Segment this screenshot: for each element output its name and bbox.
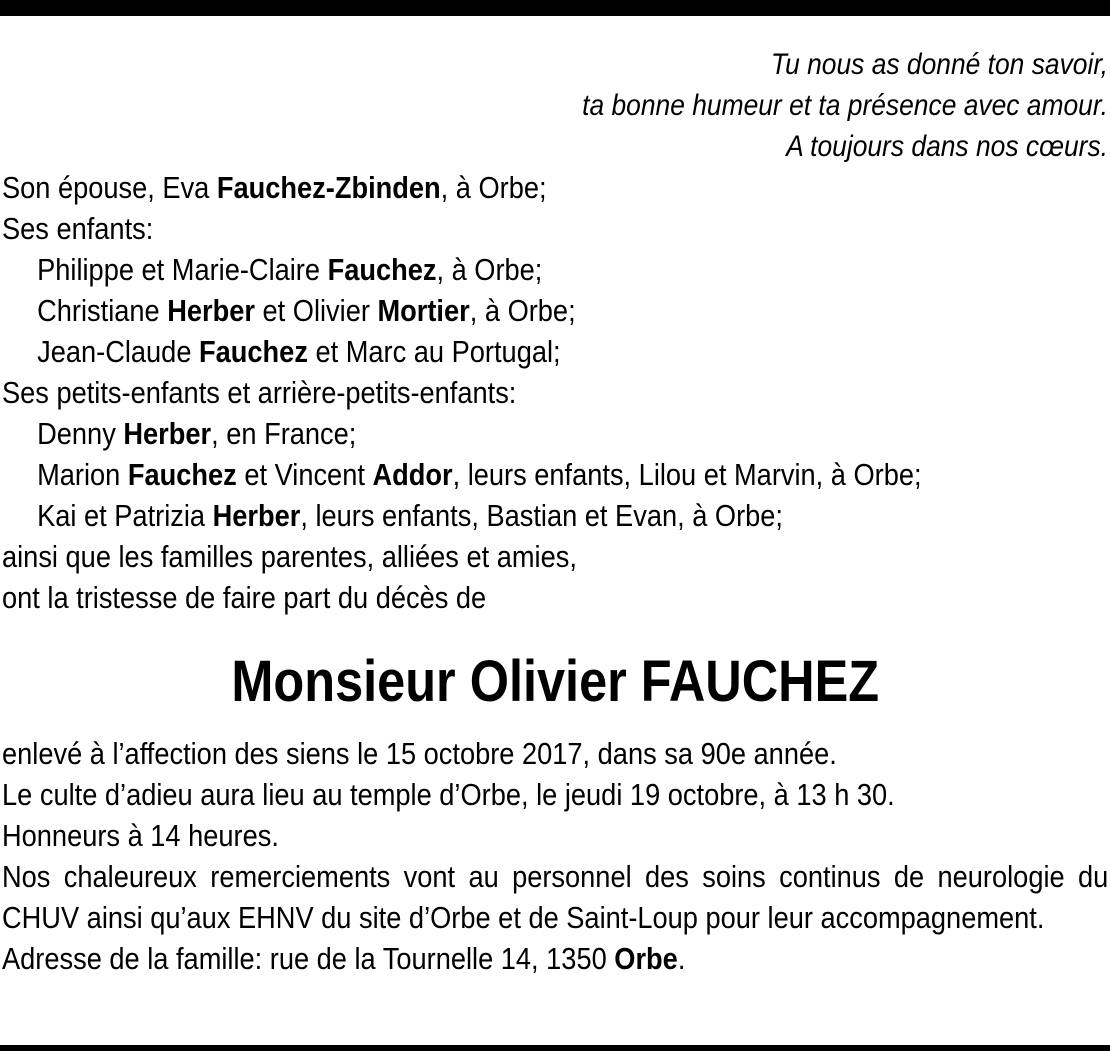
thanks-paragraph: Nos chaleureux remerciements vont au personnel des soins continus de neurologie du CHUV ainsi qu’aux EHNV du site d’Orbe et de Saint-Loup pour leur accompagnement.: [2, 859, 1109, 935]
grandchild-line: [2, 454, 1108, 495]
grandchild-pre: Kai et Patrizia: [37, 498, 213, 533]
top-rule: [0, 0, 1110, 16]
child-pre: Jean-Claude: [37, 334, 200, 369]
child-name: Mortier: [377, 293, 470, 328]
family-list: [2, 167, 1108, 618]
epigraph: [316, 44, 1108, 167]
grandchild-pre: Denny: [37, 416, 124, 451]
child-line: [2, 331, 1108, 372]
epigraph-line: ta bonne humeur et ta présence avec amour.: [582, 89, 1108, 122]
spouse-post: , à Orbe;: [440, 170, 547, 205]
grandchild-post: , leurs enfants, Lilou et Marvin, à Orbe;: [452, 457, 922, 492]
grandchild-name: Herber: [123, 416, 212, 451]
child-line: [2, 249, 1108, 290]
address-city: Orbe: [614, 941, 678, 976]
service-details: [2, 733, 1108, 979]
child-post: , à Orbe;: [469, 293, 576, 328]
address-pre: Adresse de la famille: rue de la Tournelle 14, 1350: [2, 941, 615, 976]
grandchild-name: Addor: [372, 457, 453, 492]
grandchild-name: Herber: [212, 498, 301, 533]
grandchild-post: , en France;: [211, 416, 357, 451]
grandchild-pre: Marion: [37, 457, 128, 492]
grandchild-line: [2, 413, 1108, 454]
child-mid: et Olivier: [254, 293, 378, 328]
child-post: et Marc au Portugal;: [307, 334, 561, 369]
grandchild-line: [2, 495, 1108, 536]
child-post: , à Orbe;: [436, 252, 543, 287]
honours-line: Honneurs à 14 heures.: [2, 818, 279, 853]
child-line: [2, 290, 1108, 331]
grandchild-post: , leurs enfants, Bastian et Evan, à Orbe;: [300, 498, 783, 533]
grandchild-mid: et Vincent: [236, 457, 373, 492]
spouse-line: [2, 167, 1108, 208]
grandchildren-heading: Ses petits-enfants et arrière-petits-enfants:: [2, 375, 517, 410]
spouse-pre: Son épouse, Eva: [2, 170, 217, 205]
deceased-name-text: Monsieur Olivier FAUCHEZ: [231, 649, 879, 714]
epigraph-line: Tu nous as donné ton savoir,: [770, 48, 1108, 81]
spouse-name: Fauchez-Zbinden: [216, 170, 441, 205]
address-line: [2, 938, 1108, 979]
service-line: Le culte d’adieu aura lieu au temple d’Orbe, le jeudi 19 octobre, à 13 h 30.: [2, 777, 895, 812]
announcement-line: ont la tristesse de faire part du décès de: [2, 580, 487, 615]
child-pre: Philippe et Marie-Claire: [37, 252, 328, 287]
child-name: Herber: [167, 293, 255, 328]
child-name: Fauchez: [199, 334, 308, 369]
bottom-rule: [0, 1045, 1110, 1051]
passing-line: enlevé à l’affection des siens le 15 octobre 2017, dans sa 90e année.: [2, 736, 837, 771]
deceased-name: [0, 648, 1110, 716]
child-pre: Christiane: [37, 293, 168, 328]
epigraph-line: A toujours dans nos cœurs.: [786, 130, 1108, 163]
address-post: .: [677, 941, 686, 976]
child-name: Fauchez: [327, 252, 437, 287]
relatives-line: ainsi que les familles parentes, alliées et amies,: [2, 539, 577, 574]
grandchild-name: Fauchez: [127, 457, 237, 492]
children-heading: Ses enfants:: [2, 211, 154, 246]
